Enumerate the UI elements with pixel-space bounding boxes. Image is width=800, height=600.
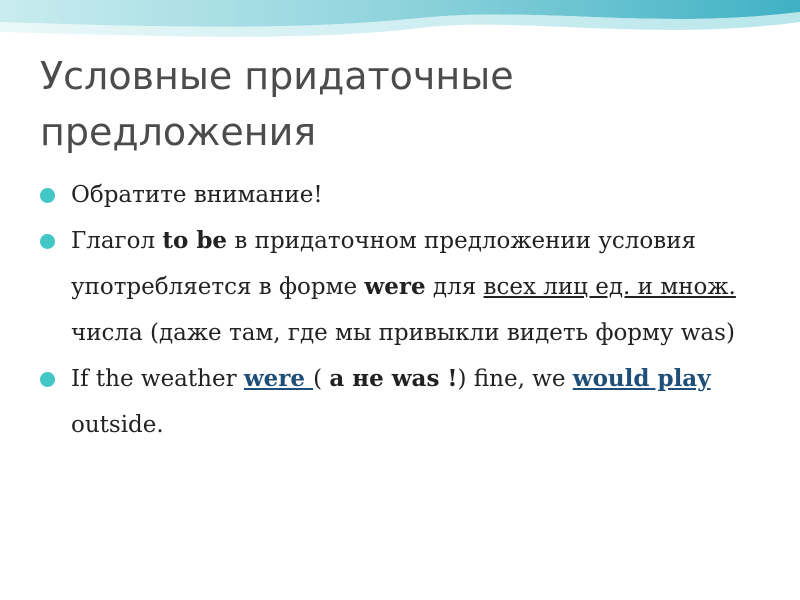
example-were: were [243,365,314,392]
example-not-was: а не was ! [329,365,458,392]
example-would-play: would play [572,365,711,392]
rule-all-persons: всех лиц ед. и множ. [483,274,736,300]
bullet-list [40,172,760,448]
example-text-3: ) fine, we [457,366,573,392]
rule-text-1: Глагол [71,228,163,254]
rule-text-3: для [425,274,484,300]
example-text-1: If the weather [71,366,244,392]
slide-title: Условные придаточные предложения [40,54,514,154]
rule-form-were: were [364,273,426,300]
example-text-4: outside. [71,412,164,438]
bullet-item-rule [40,218,760,356]
rule-text-2: в придаточном предложении условия употребляется в форме [71,228,697,300]
bullet-dot-icon [40,188,55,203]
bullet-dot-icon [40,372,55,387]
bullet-text: Обратите внимание! [71,182,323,208]
rule-text-4: числа (даже там, где мы привыкли видеть форму was) [71,320,735,346]
bullet-item-example [40,356,760,448]
example-text-2: ( [313,366,330,392]
rule-verb-to-be: to be [162,227,228,254]
bullet-item-attention [40,172,760,218]
bullet-dot-icon [40,234,55,249]
